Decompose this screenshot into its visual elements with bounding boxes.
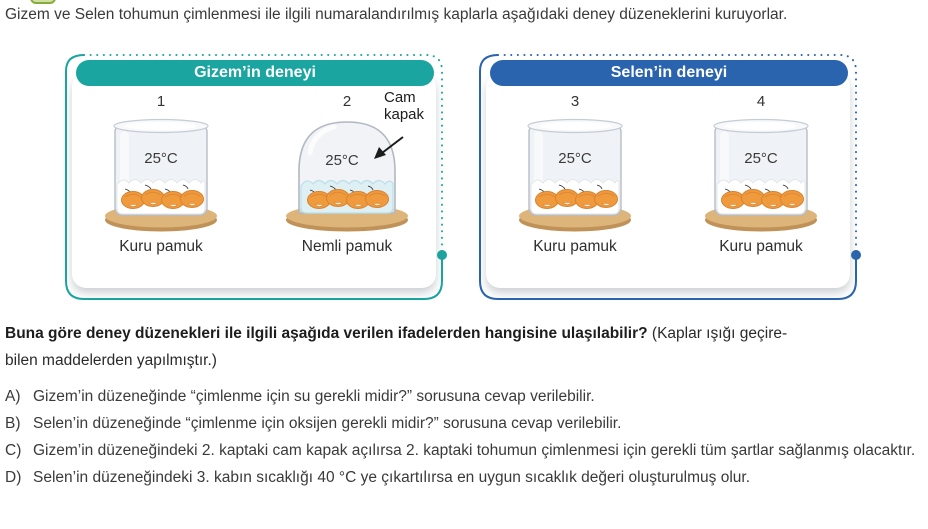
jar-3-temperature: 25°C bbox=[558, 150, 592, 167]
option-c-letter: C) bbox=[5, 442, 22, 459]
option-d-text: Selen’in düzeneğindeki 3. kabın sıcaklığı 40 °C ye çıkartılırsa en uygun sıcaklık değeri oluşturulmuş olur. bbox=[33, 469, 750, 486]
option-d-letter: D) bbox=[5, 469, 22, 486]
jar-2-temperature: 25°C bbox=[325, 152, 359, 169]
beaker-dry-cotton-icon bbox=[96, 113, 226, 233]
selen-border-pin bbox=[852, 251, 861, 260]
jar-2-caption: Nemli pamuk bbox=[301, 238, 393, 255]
jar-4-kuru-pamuk bbox=[678, 93, 844, 256]
intro-text: Gizem ve Selen tohumun çimlenmesi ile ilgili numaralandırılmış kaplarla aşağıdaki deney düzeneklerini kuruyorlar. bbox=[5, 6, 788, 23]
jar-2-nemli-pamuk bbox=[264, 89, 430, 256]
jar-3-kuru-pamuk bbox=[492, 93, 658, 256]
cam-kapak-label bbox=[384, 89, 438, 123]
question-bold: Buna göre deney düzenekleri ile ilgili aşağıda verilen ifadelerden hangisine ulaşılabilir? bbox=[5, 325, 648, 342]
option-a bbox=[5, 383, 920, 410]
annotation-arrow-icon bbox=[370, 135, 406, 161]
gizem-jars-row bbox=[78, 89, 430, 256]
jar-2-number: 2 bbox=[342, 93, 352, 110]
cropped-question-badge bbox=[30, 0, 56, 4]
gizem-panel-title: Gizem’in deneyi bbox=[76, 60, 434, 86]
option-c bbox=[5, 437, 920, 464]
jar-1-temperature: 25°C bbox=[144, 150, 178, 167]
option-a-text: Gizem’in düzeneğinde “çimlenme için su gerekli midir?” sorusuna cevap verilebilir. bbox=[33, 388, 595, 405]
cam-kapak-line1: Cam bbox=[384, 89, 416, 106]
question-text bbox=[5, 320, 920, 374]
jar-3-number: 3 bbox=[570, 93, 580, 110]
option-b bbox=[5, 410, 920, 437]
gizem-border-pin bbox=[438, 251, 447, 260]
jar-3-caption: Kuru pamuk bbox=[533, 238, 617, 255]
jar-4-temperature: 25°C bbox=[744, 150, 778, 167]
jar-1-caption: Kuru pamuk bbox=[119, 238, 203, 255]
gizem-experiment-panel bbox=[64, 53, 444, 301]
question-note-end: bilen maddelerden yapılmıştır.) bbox=[5, 352, 217, 369]
option-b-text: Selen’in düzeneğinde “çimlenme için oksijen gerekli midir?” sorusuna cevap verilebilir. bbox=[33, 415, 622, 432]
option-b-letter: B) bbox=[5, 415, 21, 432]
beaker-dry-cotton-icon bbox=[510, 113, 640, 233]
answer-options bbox=[5, 383, 920, 491]
cam-kapak-line2: kapak bbox=[384, 106, 425, 123]
jar-4-number: 4 bbox=[756, 93, 766, 110]
jar-4-caption: Kuru pamuk bbox=[719, 238, 803, 255]
jar-1-number: 1 bbox=[156, 93, 166, 110]
glass-dome-wet-cotton-icon bbox=[272, 113, 422, 233]
beaker-dry-cotton-icon bbox=[696, 113, 826, 233]
selen-panel-title: Selen’in deneyi bbox=[490, 60, 848, 86]
question-note-start: (Kaplar ışığı geçire- bbox=[651, 325, 788, 342]
option-d bbox=[5, 464, 920, 491]
selen-jars-row bbox=[492, 93, 844, 256]
option-c-text: Gizem’in düzeneğindeki 2. kaptaki cam kapak açılırsa 2. kaptaki tohumun çimlenmesi için gerekli tüm şartlar sağlanmış olacaktır. bbox=[33, 442, 916, 459]
option-a-letter: A) bbox=[5, 388, 21, 405]
selen-experiment-panel bbox=[478, 53, 858, 301]
jar-1-kuru-pamuk bbox=[78, 93, 244, 256]
